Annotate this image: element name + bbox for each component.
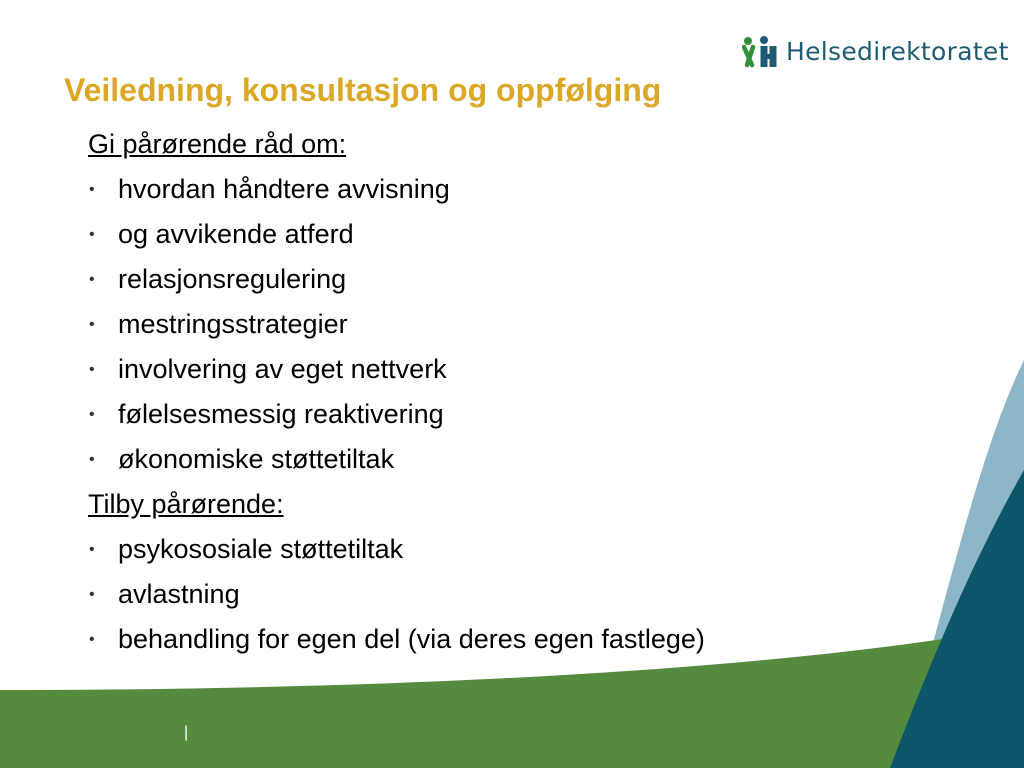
list-item: [88, 527, 908, 572]
list-item: [88, 302, 908, 347]
list-item: [88, 392, 908, 437]
list-item: [88, 257, 908, 302]
bullet-icon: •: [89, 541, 95, 558]
bullet-icon: •: [89, 226, 95, 243]
advice-list: [88, 167, 908, 482]
offer-list: [88, 527, 908, 662]
bullet-icon: •: [89, 451, 95, 468]
list-item-text: og avvikende atferd: [118, 219, 354, 249]
list-item-text: involvering av eget nettverk: [118, 354, 447, 384]
footer-divider: |: [184, 724, 189, 741]
list-item: [88, 617, 908, 662]
list-item: [88, 167, 908, 212]
list-item-text: hvordan håndtere avvisning: [118, 174, 450, 204]
list-item: [88, 212, 908, 257]
section-heading-offer: Tilby pårørende:: [88, 489, 284, 519]
list-item-text: økonomiske støttetiltak: [118, 444, 395, 474]
section-heading-advice: Gi pårørende råd om:: [88, 129, 347, 159]
bullet-icon: •: [89, 316, 95, 333]
bullet-icon: •: [89, 181, 95, 198]
slide-content: [88, 122, 908, 662]
logo-text: Helsedirektoratet: [786, 37, 1009, 66]
teal-wave: [890, 470, 1024, 768]
bullet-icon: •: [89, 406, 95, 423]
list-item-text: behandling for egen del (via deres egen fastlege): [118, 624, 705, 654]
bullet-icon: •: [89, 586, 95, 603]
list-item-text: relasjonsregulering: [118, 264, 347, 294]
list-item-text: mestringsstrategier: [118, 309, 348, 339]
list-item: [88, 347, 908, 392]
bullet-icon: •: [89, 271, 95, 288]
helsedirektoratet-logo-icon: [742, 35, 778, 69]
list-item: [88, 437, 908, 482]
list-item: [88, 572, 908, 617]
bullet-icon: •: [89, 631, 95, 648]
list-item-text: psykososiale støttetiltak: [118, 534, 404, 564]
list-item-text: følelsesmessig reaktivering: [118, 399, 444, 429]
helsedirektoratet-logo: [742, 34, 1009, 70]
slide-title: Veiledning, konsultasjon og oppfølging: [64, 72, 662, 108]
list-item-text: avlastning: [118, 579, 240, 609]
bullet-icon: •: [89, 361, 95, 378]
